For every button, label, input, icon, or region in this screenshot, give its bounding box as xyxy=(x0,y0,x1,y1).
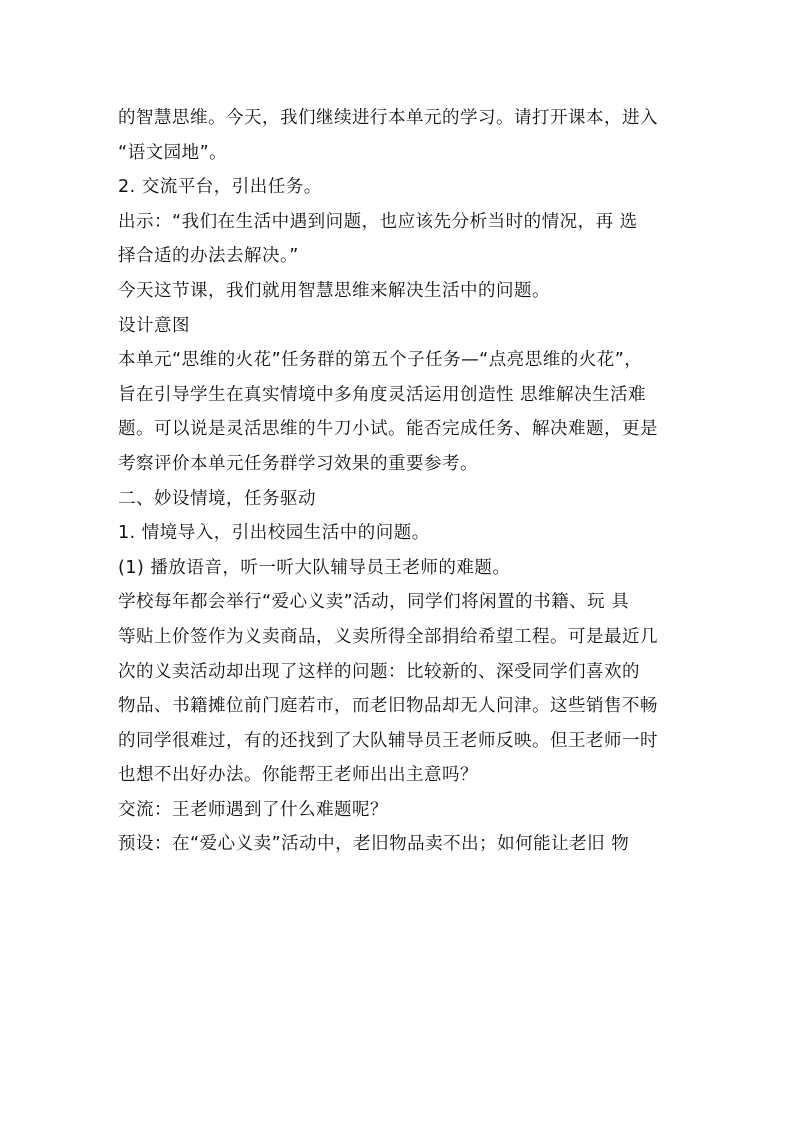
text-line: 今天这节课，我们就用智慧思维来解决生活中的问题。 xyxy=(118,280,550,301)
text-line: 次的义卖活动却出现了这样的问题：比较新的、深受同学们喜欢的 xyxy=(118,661,640,682)
text-line: 本单元“思维的火花”任务群的第五个子任务—“点亮思维的火花”， xyxy=(118,350,643,371)
text-line: 交流：王老师遇到了什么难题呢？ xyxy=(118,799,388,820)
text-line: “语文园地”。 xyxy=(118,142,228,163)
section-heading: 二、妙设情境，任务驱动 xyxy=(118,488,316,509)
text-line: 学校每年都会举行“爱心义卖”活动，同学们将闲置的书籍、玩 具 xyxy=(118,592,630,613)
section-label: 设计意图 xyxy=(118,315,190,336)
text-line: 择合适的办法去解决。” xyxy=(118,246,299,267)
document-body xyxy=(118,101,690,862)
text-line: 考察评价本单元任务群学习效果的重要参考。 xyxy=(118,453,478,474)
text-line: 物品、书籍摊位前门庭若市，而老旧物品却无人问津。这些销售不畅 xyxy=(118,696,658,717)
text-line: 预设：在“爱心义卖”活动中，老旧物品卖不出；如何能让老旧 物 xyxy=(118,834,630,855)
list-item-heading: 1. 情境导入，引出校园生活中的问题。 xyxy=(118,523,430,544)
text-line: 也想不出好办法。你能帮王老师出出主意吗？ xyxy=(118,765,478,786)
text-line: 等贴上价签作为义卖商品，义卖所得全部捐给希望工程。可是最近几 xyxy=(118,626,658,647)
text-line: 出示：“我们在生活中遇到问题，也应该先分析当时的情况，再 选 xyxy=(118,211,638,232)
text-line: 的同学很难过，有的还找到了大队辅导员王老师反映。但王老师一时 xyxy=(118,730,658,751)
text-line: 旨在引导学生在真实情境中多角度灵活运用创造性 思维解决生活难 xyxy=(118,384,647,405)
sub-item-heading: (1) 播放语音，听一听大队辅导员王老师的难题。 xyxy=(118,557,511,578)
text-line: 题。可以说是灵活思维的牛刀小试。能否完成任务、解决难题，更是 xyxy=(118,419,658,440)
text-line: 的智慧思维。今天，我们继续进行本单元的学习。请打开课本，进入 xyxy=(118,108,658,128)
list-item-heading: 2. 交流平台，引出任务。 xyxy=(118,177,322,198)
